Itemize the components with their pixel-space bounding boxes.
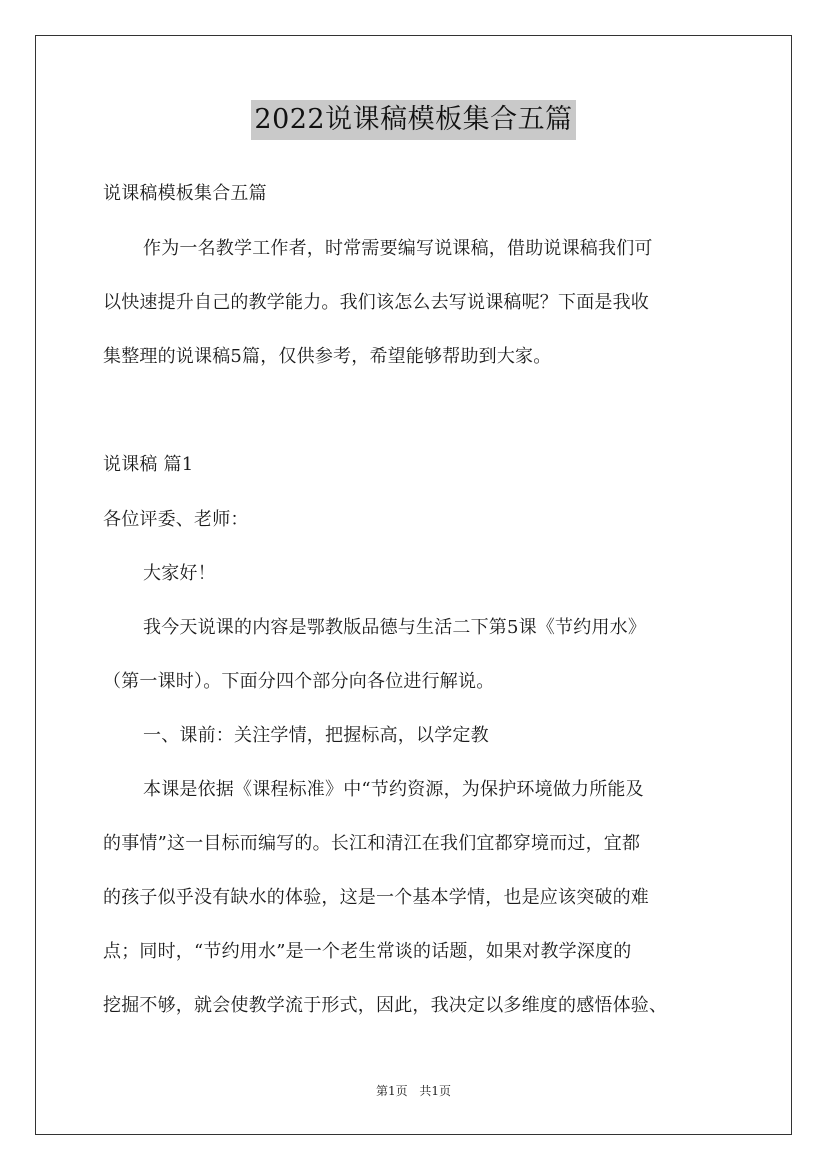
intro-line-1: 作为一名教学工作者，时常需要编写说课稿，借助说课稿我们可: [143, 238, 653, 259]
section-one-heading: 一、课前：关注学情，把握标高，以学定教: [143, 725, 489, 746]
intro-line-2: 以快速提升自己的教学能力。我们该怎么去写说课稿呢？下面是我收: [103, 292, 649, 313]
salutation: 各位评委、老师：: [103, 509, 249, 530]
paragraph-line-7: 挖掘不够，就会使教学流于形式，因此，我决定以多维度的感悟体验、: [103, 995, 668, 1016]
page-footer: [0, 1083, 827, 1099]
section-heading: 说课稿 篇1: [103, 454, 194, 475]
paragraph-line-5: 的孩子似乎没有缺水的体验，这是一个基本学情，也是应该突破的难: [103, 887, 649, 908]
greeting: 大家好！: [143, 563, 216, 584]
paragraph-line-4: 的事情”这一目标而编写的。长江和清江在我们宜都穿境而过，宜都: [103, 833, 641, 854]
paragraph-line-3: 本课是依据《课程标准》中“节约资源，为保护环境做力所能及: [143, 779, 644, 800]
intro-line-3: 集整理的说课稿5篇，仅供参考，希望能够帮助到大家。: [103, 346, 552, 367]
document-title: 2022说课稿模板集合五篇: [251, 100, 575, 140]
page-number: 第1页: [375, 1084, 408, 1098]
title-container: [0, 100, 827, 140]
paragraph-line-2: （第一课时）。下面分四个部分向各位进行解说。: [103, 671, 495, 692]
paragraph-line-6: 点；同时，“节约用水”是一个老生常谈的话题，如果对教学深度的: [103, 941, 632, 962]
document-subtitle: 说课稿模板集合五篇: [103, 183, 267, 204]
paragraph-line-1: 我今天说课的内容是鄂教版品德与生活二下第5课《节约用水》: [143, 617, 647, 638]
page-total: 共1页: [419, 1084, 452, 1098]
